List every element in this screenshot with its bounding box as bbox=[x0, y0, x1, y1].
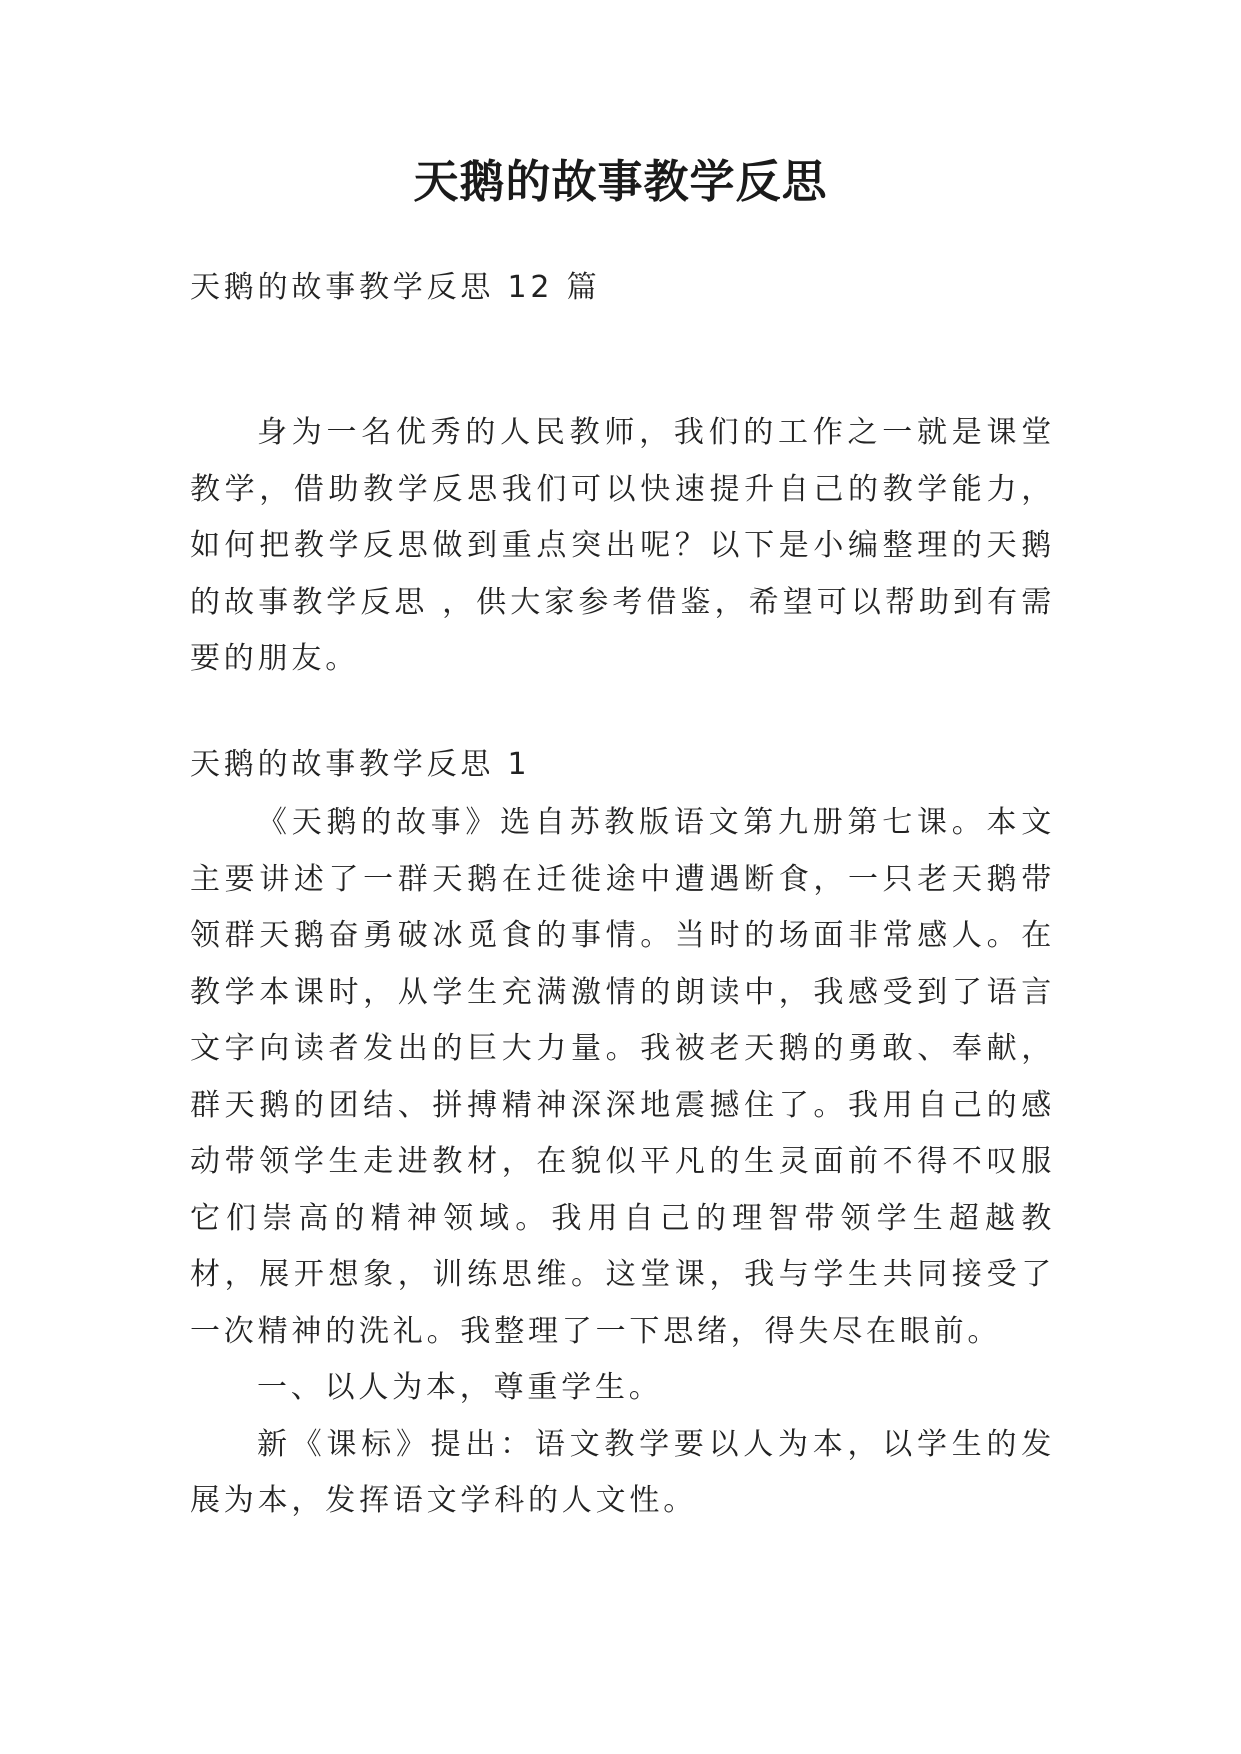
body-paragraph: 一、以人为本，尊重学生。 bbox=[257, 1370, 663, 1405]
intro-paragraph: 身为一名优秀的人民教师，我们的工作之一就是课堂教学，借助教学反思我们可以快速提升自己的教学能力，如何把教学反思做到重点突出呢？以下是小编整理的天鹅的故事教学反思 ，供大家参考借鉴，希望可以帮助到有需要的朋友。 bbox=[190, 415, 1055, 676]
section-body bbox=[190, 795, 1055, 1530]
body-paragraph: 《天鹅的故事》选自苏教版语文第九册第七课。本文主要讲述了一群天鹅在迁徙途中遭遇断食，一只老天鹅带领群天鹅奋勇破冰觅食的事情。当时的场面非常感人。在教学本课时，从学生充满激情的朗读中，我感受到了语言文字向读者发出的巨大力量。我被老天鹅的勇敢、奉献，群天鹅的团结、拼搏精神深深地震撼住了。我用自己的感动带领学生走进教材，在貌似平凡的生灵面前不得不叹服它们崇高的精神领域。我用自己的理智带领学生超越教材，展开想象，训练思维。这堂课，我与学生共同接受了一次精神的洗礼。我整理了一下思绪，得失尽在眼前。 bbox=[190, 805, 1055, 1349]
section-heading: 天鹅的故事教学反思 1 bbox=[190, 747, 531, 782]
document-subtitle: 天鹅的故事教学反思 12 篇 bbox=[190, 270, 601, 305]
document-title: 天鹅的故事教学反思 bbox=[413, 155, 828, 208]
body-paragraph: 新《课标》提出：语文教学要以人为本，以学生的发展为本，发挥语文学科的人文性。 bbox=[190, 1426, 1055, 1518]
